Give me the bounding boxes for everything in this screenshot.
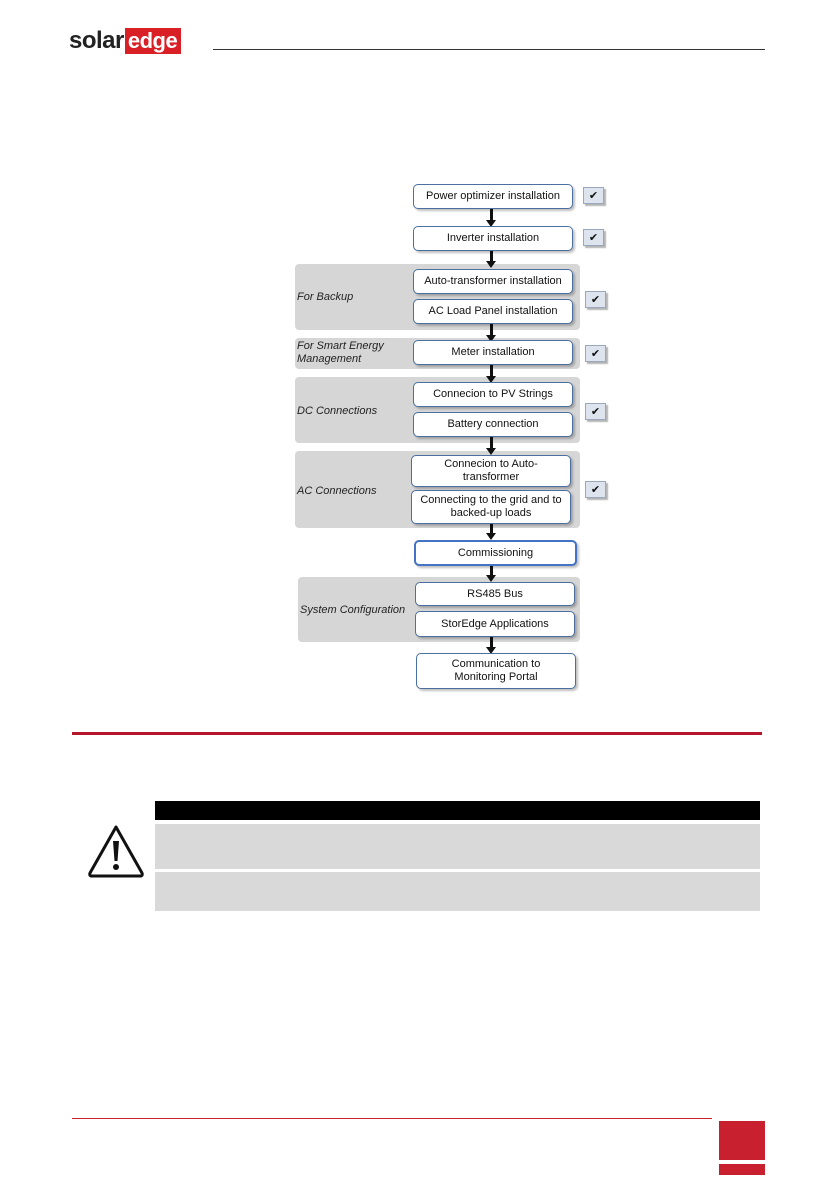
- step-grid-and-loads: Connecting to the grid and to backed-up loads: [411, 490, 571, 524]
- step-rs485-bus: RS485 Bus: [415, 582, 575, 606]
- page-tab-bottom: [719, 1164, 765, 1175]
- logo-solar-text: solar: [69, 27, 124, 54]
- page-number-tab: [719, 1121, 765, 1160]
- step-auto-transformer-connection: Connecion to Auto-transformer: [411, 455, 571, 487]
- check-icon: ✔: [585, 403, 606, 420]
- logo-edge-text: edge: [125, 28, 181, 54]
- step-commissioning: Commissioning: [414, 540, 577, 566]
- label-for-backup: For Backup: [297, 291, 354, 303]
- arrow: [490, 437, 493, 449]
- footer-divider: [72, 1118, 712, 1119]
- label-dc-connections: DC Connections: [297, 405, 378, 417]
- label-system-configuration: System Configuration: [300, 604, 406, 616]
- step-inverter: Inverter installation: [413, 226, 573, 251]
- arrow: [490, 566, 493, 576]
- check-icon: ✔: [585, 481, 606, 498]
- arrow: [490, 251, 493, 262]
- check-icon: ✔: [583, 187, 604, 204]
- check-icon: ✔: [583, 229, 604, 246]
- check-icon: ✔: [585, 291, 606, 308]
- check-icon: ✔: [585, 345, 606, 362]
- warning-header-bar: [155, 801, 760, 820]
- step-meter: Meter installation: [413, 340, 573, 365]
- arrow: [490, 637, 493, 648]
- step-power-optimizer: Power optimizer installation: [413, 184, 573, 209]
- arrow: [490, 209, 493, 221]
- step-storedge-applications: StorEdge Applications: [415, 611, 575, 637]
- arrow: [490, 365, 493, 377]
- arrow: [490, 524, 493, 534]
- step-ac-load-panel: AC Load Panel installation: [413, 299, 573, 324]
- warning-row: [155, 824, 760, 869]
- step-pv-strings: Connecion to PV Strings: [413, 382, 573, 407]
- warning-triangle-icon: [86, 823, 146, 879]
- arrow: [490, 324, 493, 336]
- step-monitoring-portal: Communication to Monitoring Portal: [416, 653, 576, 689]
- label-ac-connections: AC Connections: [297, 485, 377, 497]
- step-battery: Battery connection: [413, 412, 573, 437]
- warning-row: [155, 872, 760, 911]
- section-divider: [72, 732, 762, 735]
- step-auto-transformer: Auto-transformer installation: [413, 269, 573, 294]
- label-smart-energy: For Smart Energy Management: [297, 340, 384, 365]
